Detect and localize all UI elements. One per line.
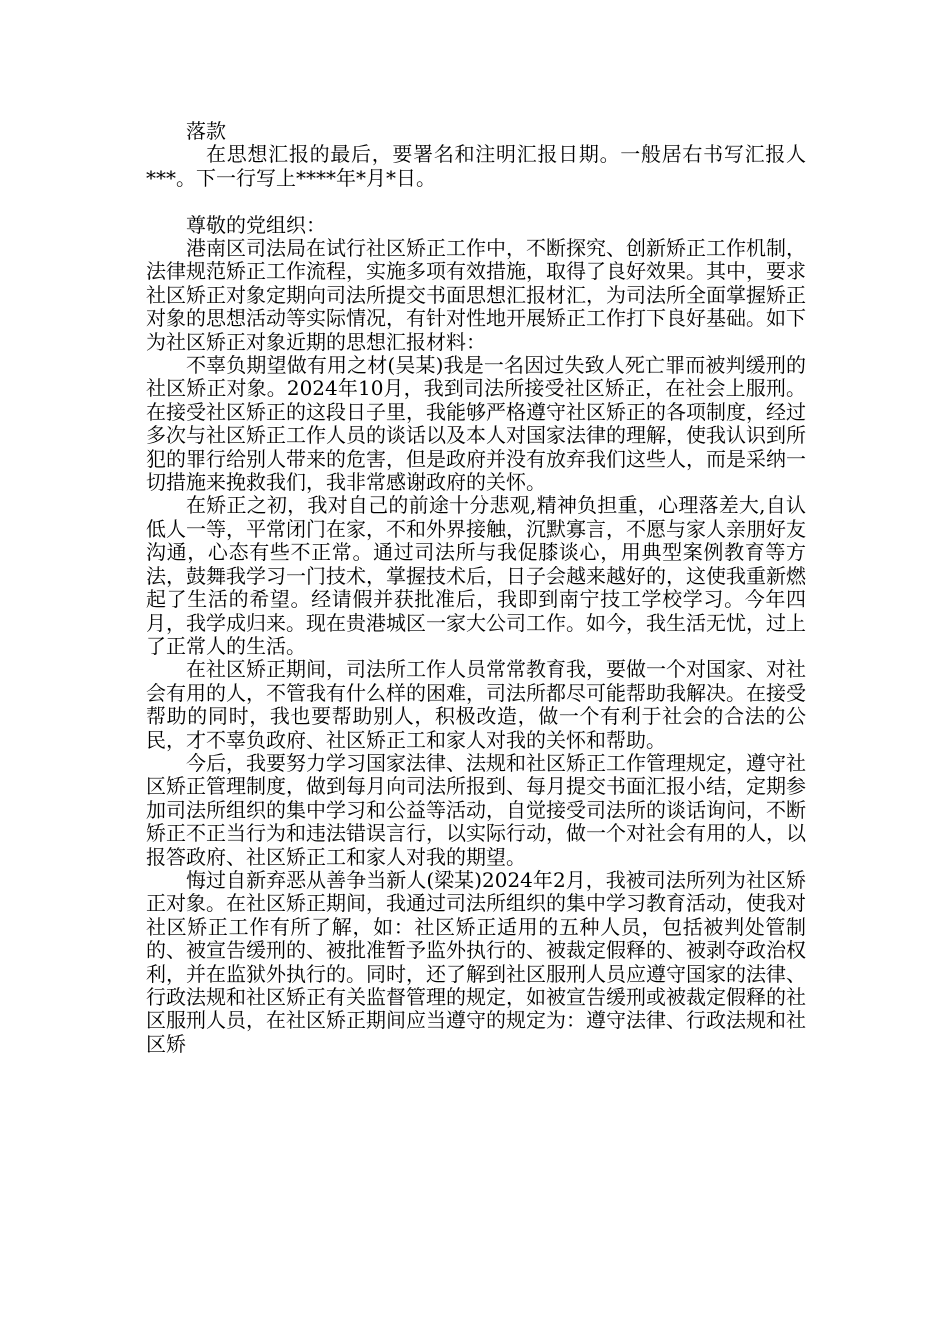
paragraph-introduction: 港南区司法局在试行社区矫正工作中，不断探究、创新矫正工作机制，法律规范矫正工作流程，实施多项有效措施，取得了良好效果。其中，要求社区矫正对象定期向司法所提交书面思想汇报材汇，为司法所全面掌握矫正对象的思想活动等实际情况，有针对性地开展矫正工作打下良好基础。如下为社区矫正对象近期的思想汇报材料： [146,236,806,354]
blank-line [146,190,806,213]
paragraph-future-plans: 今后，我要努力学习国家法律、法规和社区矫正工作管理规定，遵守社区矫正管理制度，做到每月向司法所报到、每月提交书面汇报小结，定期参加司法所组织的集中学习和公益等活动，自觉接受司法所的谈话询问，不断矫正不正当行为和违法错误言行，以实际行动，做一个对社会有用的人，以报答政府、社区矫正工和家人对我的期望。 [146,750,806,869]
paragraph-signature-heading: 落款 [186,119,226,143]
paragraph-salutation: 尊敬的党组织： [186,212,326,237]
paragraph-report-liang: 悔过自新弃恶从善争当新人(梁某)2024年2月，我被司法所列为社区矫正对象。在社区矫正期间，我通过司法所组织的集中学习教育活动，使我对社区矫正工作有所了解，如：社区矫正适用的五种人员，包括被判处管制的、被宣告缓刑的、被批准暂予监外执行的、被裁定假释的、被剥夺政治权利，并在监狱外执行的。同时，还了解到社区服刑人员应遵守国家的法律、行政法规和社区矫正有关监督管理的规定，如被宣告缓刑或被裁定假释的社区服刑人员，在社区矫正期间应当遵守的规定为：遵守法律、行政法规和社区矫 [146,867,806,1056]
paragraph-during-correction: 在社区矫正期间，司法所工作人员常常教育我，要做一个对国家、对社会有用的人，不管我有什么样的困难，司法所都尽可能帮助我解决。在接受帮助的同时，我也要帮助别人，积极改造，做一个有利于社会的合法的公民，才不辜负政府、社区矫正工和家人对我的关怀和帮助。 [146,657,806,752]
document-body [146,120,806,1056]
paragraph-signature-instructions: 在思想汇报的最后，要署名和注明汇报日期。一般居右书写汇报人***。下一行写上****年*月*日。 [146,142,806,190]
paragraph-early-correction: 在矫正之初，我对自己的前途十分悲观,精神负担重，心理落差大,自认低人一等，平常闭门在家，不和外界接触，沉默寡言，不愿与家人亲朋好友沟通，心态有些不正常。通过司法所与我促膝谈心，用典型案例教育等方法，鼓舞我学习一门技术，掌握技术后，日子会越来越好的，这使我重新燃起了生活的希望。经请假并获批准后，我即到南宁技工学校学习。今年四月，我学成归来。现在贵港城区一家大公司工作。如今，我生活无忧，过上了正常人的生活。 [146,493,806,658]
paragraph-report-wu: 不辜负期望做有用之材(吴某)我是一名因过失致人死亡罪而被判缓刑的社区矫正对象。2024年10月，我到司法所接受社区矫正，在社会上服刑。在接受社区矫正的这段日子里，我能够严格遵守社区矫正的各项制度，经过多次与社区矫正工作人员的谈话以及本人对国家法律的理解，使我认识到所犯的罪行给别人带来的危害，但是政府并没有放弃我们这些人，而是采纳一切措施来挽救我们，我非常感谢政府的关怀。 [146,353,806,495]
